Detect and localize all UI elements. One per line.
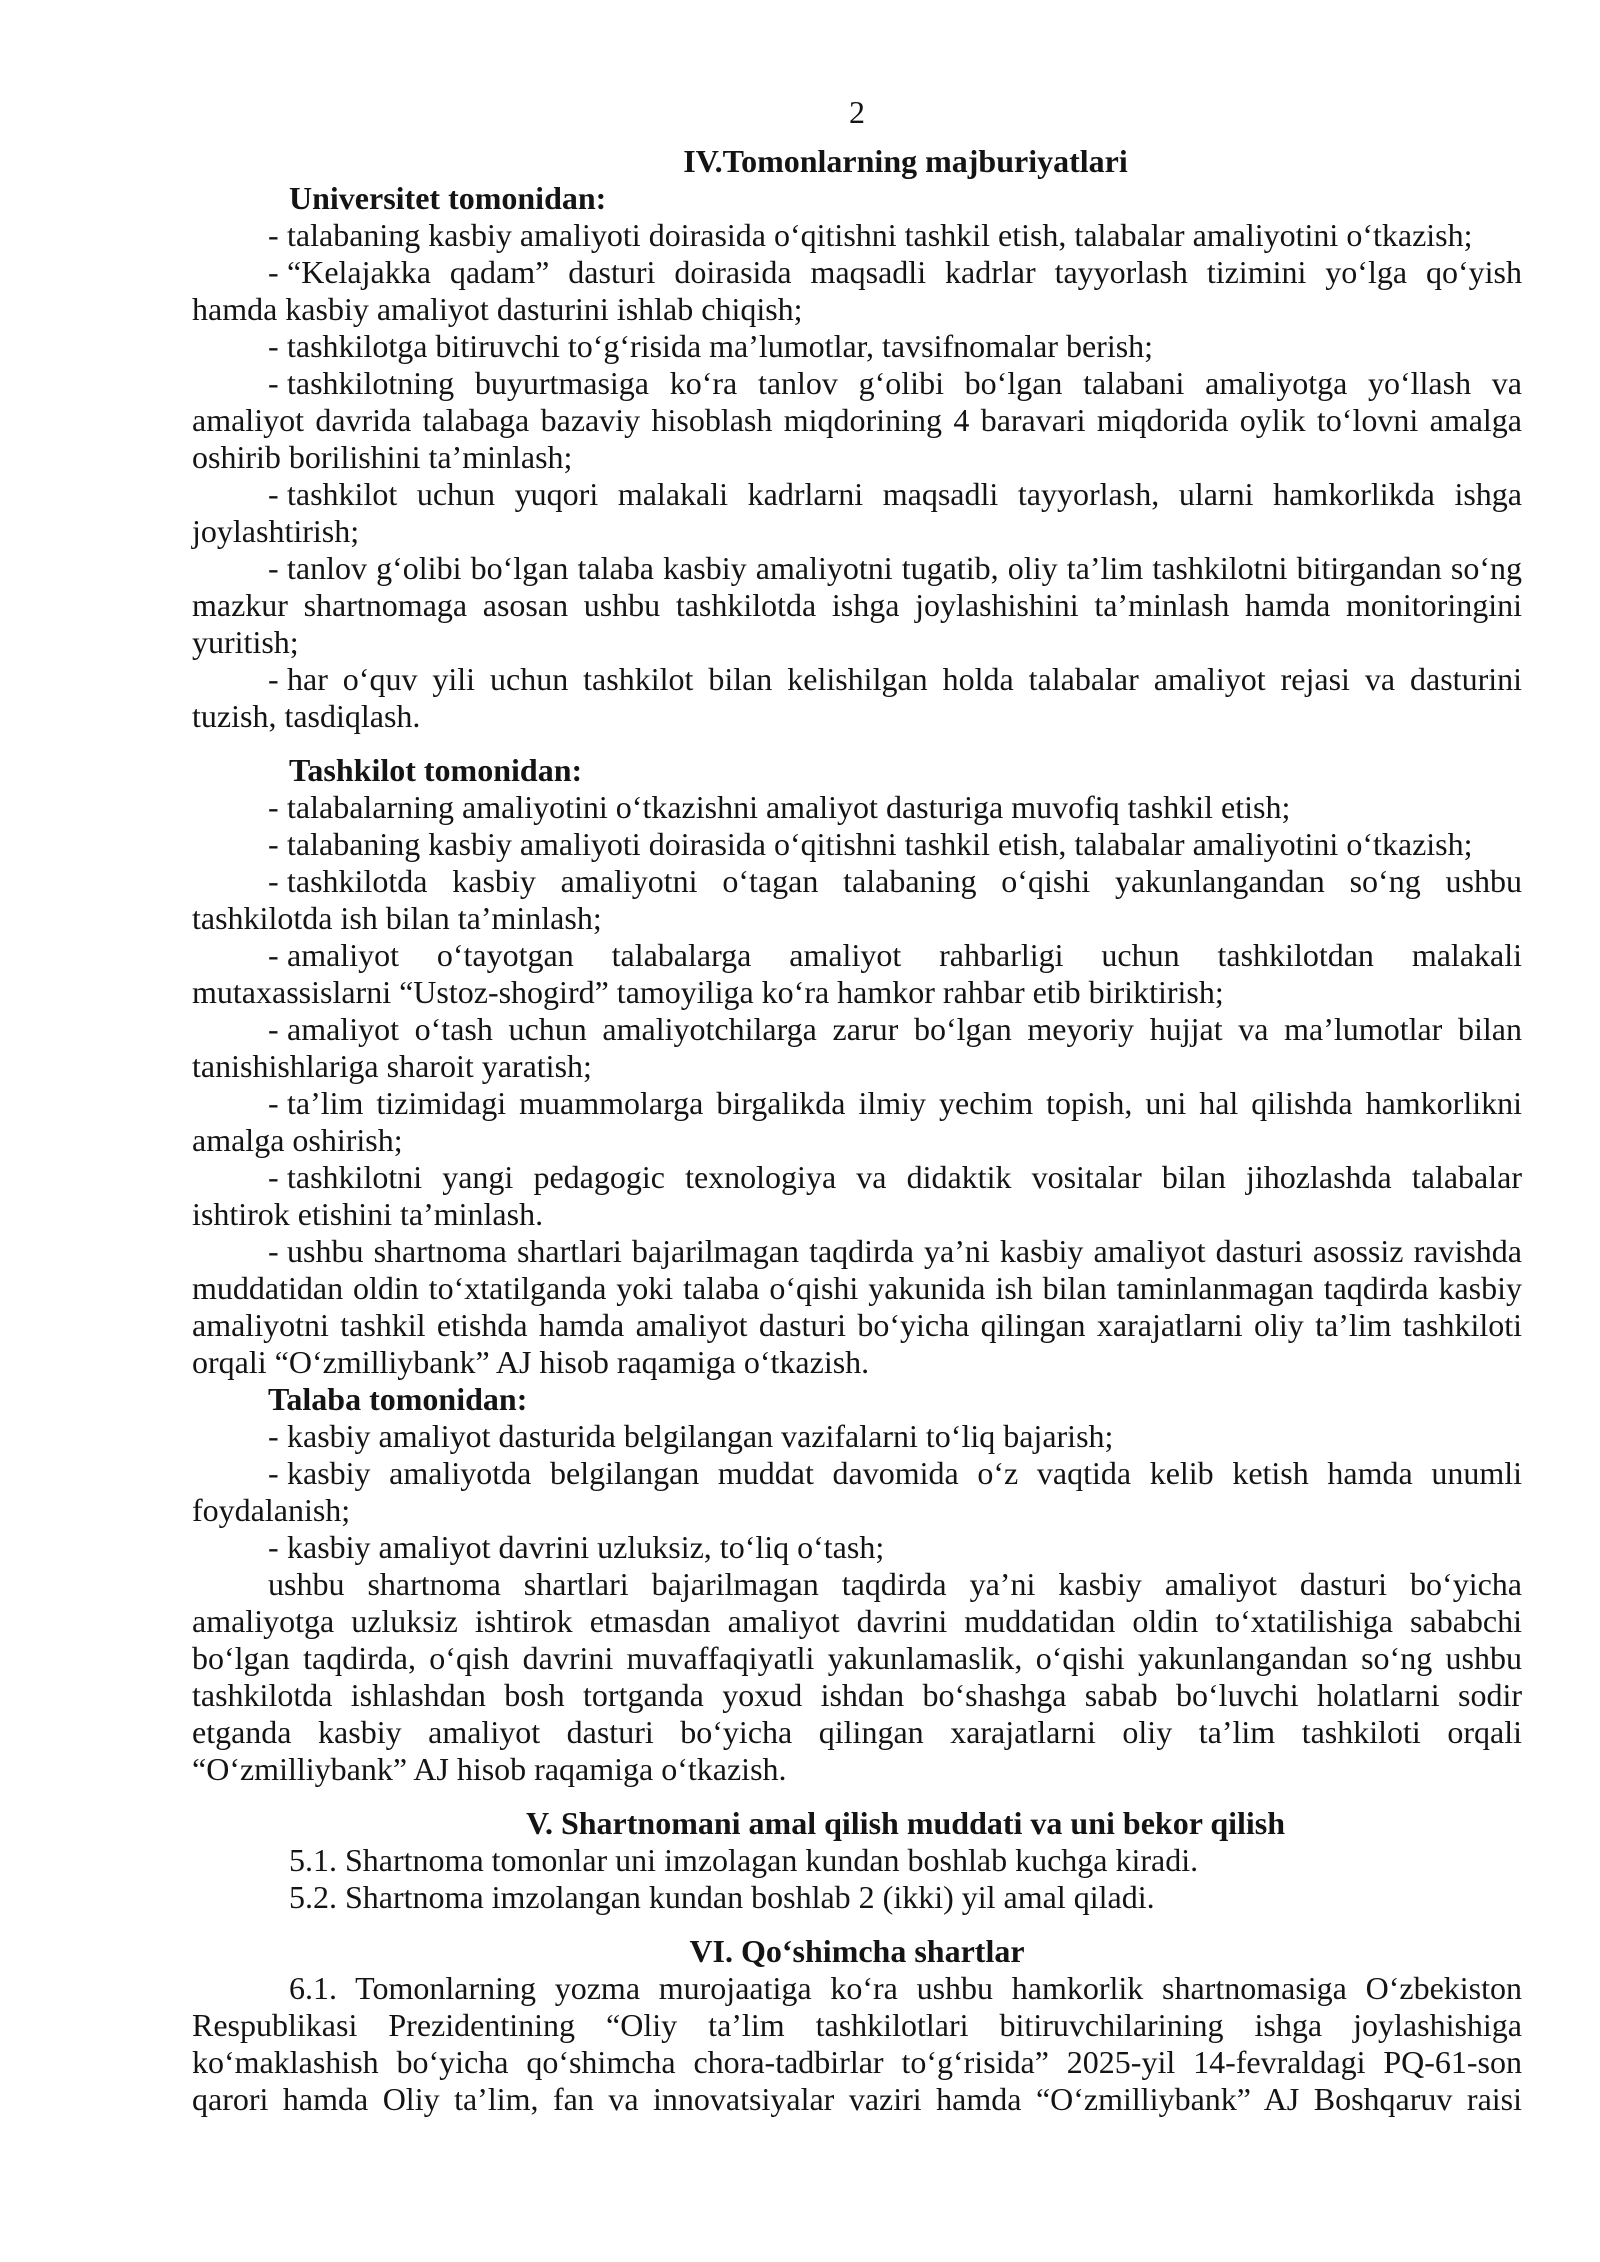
text-line: amalga oshirish; (192, 1122, 403, 1158)
text-line: foydalanish; (192, 1492, 351, 1528)
text-line (192, 1455, 1522, 1492)
bullet-dash: - (268, 1011, 279, 1047)
text-line: amaliyotni tashkil etishda hamda amaliyot dasturi bo‘yicha qilingan xarajatlarni oliy ta’lim tashkiloti (192, 1307, 1522, 1343)
list-item (192, 1418, 1522, 1455)
text-line (192, 1233, 1522, 1270)
list-item (192, 1011, 1522, 1085)
text-line (192, 863, 1522, 900)
party-label-organization: Tashkilot tomonidan: (289, 752, 583, 788)
text-line (192, 254, 1522, 291)
text-line: joylashtirish; (192, 513, 360, 549)
list-item-text: talabaning kasbiy amaliyoti doirasida o‘qitishni tashkil etish, talabalar amaliyotini o‘tkazish; (287, 826, 1473, 862)
list-item (192, 328, 1522, 365)
text-line (192, 217, 1522, 254)
bullet-dash: - (268, 328, 279, 364)
clause-5-2: 5.2. Shartnoma imzolangan kundan boshlab 2 (ikki) yil amal qiladi. (289, 1879, 1155, 1915)
text-line: 6.1. Tomonlarning yozma murojaatiga ko‘ra ushbu hamkorlik shartnomasiga O‘zbekiston (289, 1970, 1522, 2006)
list-item (192, 1159, 1522, 1233)
list-item-text: tanlov g‘olibi bo‘lgan talaba kasbiy amaliyotni tugatib, oliy ta’lim tashkilotni bitirgandan so‘ng (287, 550, 1522, 586)
text-line (192, 550, 1522, 587)
text-line: ko‘maklashish bo‘yicha qo‘shimcha chora-tadbirlar to‘g‘risida” 2025-yil 14-fevraldagi PQ-61-son (192, 2044, 1522, 2080)
section-iv (192, 143, 1522, 1788)
bullet-dash: - (268, 1418, 279, 1454)
section-vi (192, 1933, 1522, 2118)
list-item-text: amaliyot o‘tash uchun amaliyotchilarga zarur bo‘lgan meyoriy hujjat va ma’lumotlar bilan (287, 1011, 1522, 1047)
list-item-text: ushbu shartnoma shartlari bajarilmagan taqdirda ya’ni kasbiy amaliyot dasturi asossiz ravishda (287, 1233, 1522, 1269)
bullet-dash: - (268, 550, 279, 586)
liability-paragraph (192, 1566, 1522, 1788)
list-item (192, 1529, 1522, 1566)
text-line: tashkilotda ishlashdan bosh tortganda yoxud ishdan bo‘shashga sabab bo‘luvchi holatlarni sodir (192, 1677, 1522, 1713)
bullet-dash: - (268, 254, 279, 290)
text-line: “O‘zmilliybank” AJ hisob raqamiga o‘tkazish. (192, 1751, 787, 1787)
text-line: tashkilotda ish bilan ta’minlash; (192, 900, 602, 936)
bullet-dash: - (268, 937, 279, 973)
list-item-text: talabalarning amaliyotini o‘tkazishni amaliyot dasturiga muvofiq tashkil etish; (287, 789, 1291, 825)
bullet-dash: - (268, 1085, 279, 1121)
text-line: yuritish; (192, 624, 299, 660)
list-item (192, 661, 1522, 735)
text-line (192, 1418, 1522, 1455)
text-line: etganda kasbiy amaliyot dasturi bo‘yicha qilingan xarajatlarni oliy ta’lim tashkiloti orqali (192, 1714, 1522, 1750)
list-item (192, 789, 1522, 826)
list-item (192, 1085, 1522, 1159)
bullet-dash: - (268, 1529, 279, 1565)
text-line: amaliyotga uzluksiz ishtirok etmasdan amaliyot davrini muddatidan oldin to‘xtatilishiga sababchi (192, 1603, 1522, 1639)
list-item-text: har o‘quv yili uchun tashkilot bilan kelishilgan holda talabalar amaliyot rejasi va dasturini (287, 661, 1522, 697)
party-label-student: Talaba tomonidan: (268, 1381, 528, 1417)
bullet-dash: - (268, 826, 279, 862)
text-line: amaliyot davrida talabaga bazaviy hisoblash miqdorining 4 baravari miqdorida oylik to‘lovni amalga (192, 402, 1522, 438)
list-item-text: tashkilotda kasbiy amaliyotni o‘tagan talabaning o‘qishi yakunlangandan so‘ng ushbu (287, 863, 1522, 899)
list-item (192, 365, 1522, 476)
list-item-text: “Kelajakka qadam” dasturi doirasida maqsadli kadrlar tayyorlash tizimini yo‘lga qo‘yish (287, 254, 1522, 290)
party-label-university: Universitet tomonidan: (289, 180, 607, 216)
section-heading: IV.Tomonlarning majburiyatlari (683, 143, 1128, 179)
list-item-text: tashkilotni yangi pedagogic texnologiya va didaktik vositalar bilan jihozlashda talabalar (287, 1159, 1522, 1195)
bullet-dash: - (268, 1233, 279, 1269)
list-item-text: tashkilot uchun yuqori malakali kadrlarni maqsadli tayyorlash, ularni hamkorlikda ishga (287, 476, 1522, 512)
text-line: tuzish, tasdiqlash. (192, 698, 421, 734)
text-line: mazkur shartnomaga asosan ushbu tashkilotda ishga joylashishini ta’minlash hamda monitoringini (192, 587, 1522, 623)
text-line: ishtirok etishini ta’minlash. (192, 1196, 544, 1232)
list-item-text: amaliyot o‘tayotgan talabalarga amaliyot rahbarligi uchun tashkilotdan malakali (287, 937, 1522, 973)
bullet-dash: - (268, 1455, 279, 1491)
bullet-dash: - (268, 661, 279, 697)
list-item-text: kasbiy amaliyot dasturida belgilangan vazifalarni to‘liq bajarish; (287, 1418, 1114, 1454)
list-item (192, 937, 1522, 1011)
text-line: mutaxassislarni “Ustoz-shogird” tamoyiliga ko‘ra hamkor rahbar etib biriktirish; (192, 974, 1224, 1010)
text-line: ushbu shartnoma shartlari bajarilmagan taqdirda ya’ni kasbiy amaliyot dasturi bo‘yicha (268, 1566, 1522, 1602)
list-item (192, 550, 1522, 661)
bullet-dash: - (268, 217, 279, 253)
bullet-dash: - (268, 1159, 279, 1195)
bullet-dash: - (268, 365, 279, 401)
list-item (192, 863, 1522, 937)
list-item-text: talabaning kasbiy amaliyoti doirasida o‘qitishni tashkil etish, talabalar amaliyotini o‘tkazish; (287, 217, 1473, 253)
section-v (192, 1805, 1522, 1916)
list-item-text: kasbiy amaliyot davrini uzluksiz, to‘liq o‘tash; (287, 1529, 885, 1565)
text-line: orqali “O‘zmilliybank” AJ hisob raqamiga o‘tkazish. (192, 1344, 870, 1380)
text-line: hamda kasbiy amaliyot dasturini ishlab chiqish; (192, 291, 803, 327)
list-item (192, 217, 1522, 254)
text-line: bo‘lgan taqdirda, o‘qish davrini muvaffaqiyatli yakunlamaslik, o‘qishi yakunlangandan so‘ng ushbu (192, 1640, 1522, 1676)
text-line (192, 789, 1522, 826)
text-line (192, 826, 1522, 863)
list-item (192, 254, 1522, 328)
text-line: oshirib borilishini ta’minlash; (192, 439, 573, 475)
text-line (192, 328, 1522, 365)
bullet-dash: - (268, 863, 279, 899)
text-line: Respublikasi Prezidentining “Oliy ta’lim tashkilotlari bitiruvchilarining ishga joylashishiga (192, 2007, 1522, 2043)
list-item (192, 1455, 1522, 1529)
bullet-dash: - (268, 789, 279, 825)
text-line (192, 365, 1522, 402)
text-line: qarori hamda Oliy ta’lim, fan va innovatsiyalar vaziri hamda “O‘zmilliybank” AJ Boshqaruv raisi (192, 2081, 1522, 2117)
section-heading: V. Shartnomani amal qilish muddati va uni bekor qilish (525, 1805, 1286, 1841)
page-number: 2 (849, 94, 865, 130)
list-item (192, 476, 1522, 550)
list-item-text: tashkilotga bitiruvchi to‘g‘risida ma’lumotlar, tavsifnomalar berish; (287, 328, 1154, 364)
list-item-text: ta’lim tizimidagi muammolarga birgalikda ilmiy yechim topish, uni hal qilishda hamkorlikni (287, 1085, 1522, 1121)
bullet-dash: - (268, 476, 279, 512)
text-line (192, 476, 1522, 513)
text-line (192, 937, 1522, 974)
text-line: muddatidan oldin to‘xtatilganda yoki talaba o‘qishi yakunida ish bilan taminlanmagan taqdirda kasbiy (192, 1270, 1522, 1306)
text-line (192, 1011, 1522, 1048)
list-item-text: tashkilotning buyurtmasiga ko‘ra tanlov g‘olibi bo‘lgan talabani amaliyotga yo‘llash va (287, 365, 1522, 401)
clause-5-1: 5.1. Shartnoma tomonlar uni imzolagan kundan boshlab kuchga kiradi. (289, 1842, 1199, 1878)
text-line: tanishishlariga sharoit yaratish; (192, 1048, 592, 1084)
text-line (192, 1529, 1522, 1566)
list-item (192, 1233, 1522, 1381)
text-line (192, 1085, 1522, 1122)
text-line (192, 661, 1522, 698)
section-heading: VI. Qo‘shimcha shartlar (689, 1933, 1025, 1969)
text-line (192, 1159, 1522, 1196)
list-item-text: kasbiy amaliyotda belgilangan muddat davomida o‘z vaqtida kelib ketish hamda unumli (287, 1455, 1522, 1491)
list-item (192, 826, 1522, 863)
clause-6-1 (192, 1970, 1522, 2118)
